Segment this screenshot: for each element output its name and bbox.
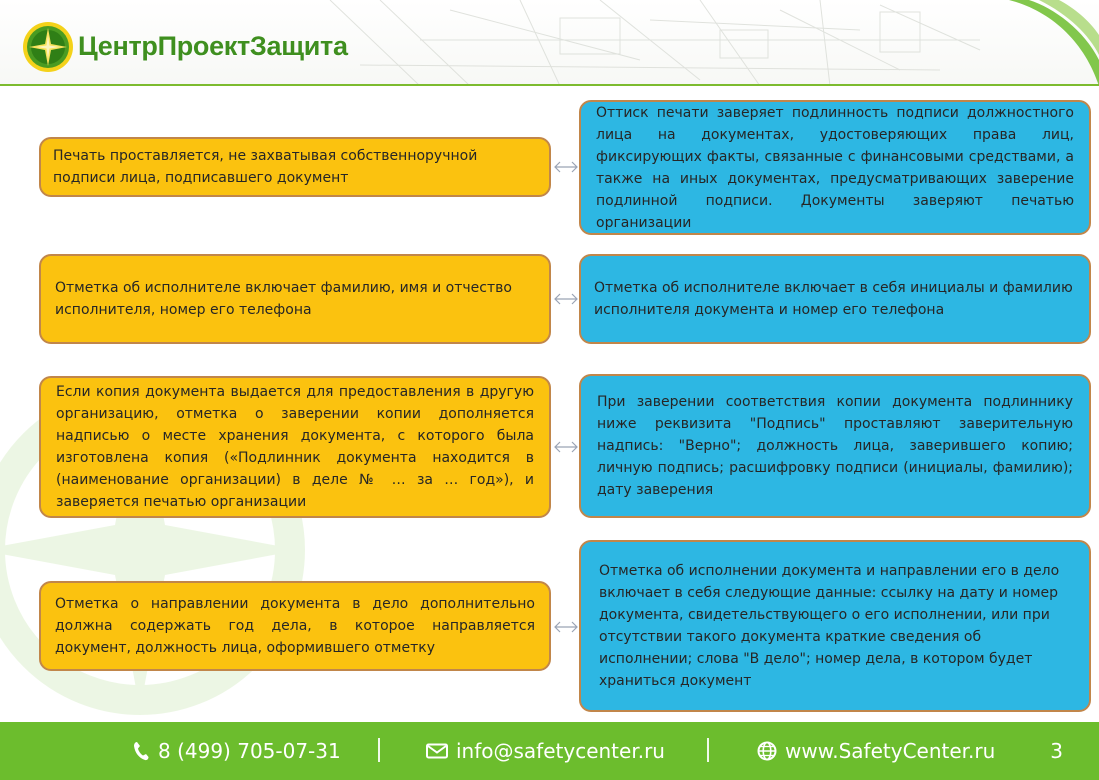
footer-separator — [378, 738, 380, 762]
header — [0, 0, 1099, 86]
rule-box-right-3 — [579, 374, 1091, 518]
rule-text-left-2: Отметка об исполнителе включает фамилию, имя и отчество исполнителя, номер его телефона — [55, 280, 512, 318]
footer-website[interactable] — [757, 736, 995, 766]
double-arrow-icon — [552, 292, 580, 306]
website-url: www.SafetyCenter.ru — [785, 739, 996, 763]
rule-box-right-1 — [579, 100, 1091, 235]
rule-box-left-4 — [39, 581, 551, 671]
rule-text-left-1: Печать проставляется, не захватывая собственноручной подписи лица, подписавшего документ — [53, 148, 478, 186]
company-logo-emblem — [22, 21, 74, 73]
rule-box-left-2 — [39, 254, 551, 344]
rule-box-left-1 — [39, 137, 551, 197]
footer-email[interactable] — [426, 736, 665, 766]
rule-box-right-2 — [579, 254, 1091, 344]
page-number: 3 — [1050, 739, 1063, 763]
double-arrow-icon — [552, 160, 580, 174]
footer-phone[interactable] — [132, 736, 341, 766]
footer-separator — [707, 738, 709, 762]
company-logo-text: ЦентрПроектЗащита — [78, 31, 348, 61]
phone-icon — [132, 740, 150, 762]
rule-text-left-3: Если копия документа выдается для предоставления в другую организацию, отметка о заверении копии дополняется надписью о месте хранения документа, с которого была изготовлена копия («Подлинник документа находится в (наименование организации) в деле № … за … год»), и заверяется печатью организации — [56, 384, 534, 510]
rule-box-left-3 — [39, 376, 551, 518]
rule-box-right-4 — [579, 540, 1091, 712]
phone-number: 8 (499) 705-07-31 — [158, 739, 341, 763]
rule-text-left-4: Отметка о направлении документа в дело дополнительно должна содержать год дела, в которое направляется документ, должность лица, оформившего отметку — [55, 596, 535, 656]
rule-text-right-2: Отметка об исполнителе включает в себя инициалы и фамилию исполнителя документа и номер его телефона — [594, 280, 1073, 318]
rule-text-right-3: При заверении соответствия копии документа подлиннику ниже реквизита "Подпись" проставляют заверительную надпись: "Верно"; должность лица, заверившего копию; личную подпись; расшифровку подписи (инициалы, фамилию); дату заверения — [597, 394, 1073, 498]
globe-icon — [757, 741, 777, 761]
double-arrow-icon — [552, 620, 580, 634]
envelope-icon — [426, 743, 448, 759]
decorative-swoosh — [989, 0, 1099, 86]
header-divider — [0, 84, 1099, 86]
email-address: info@safetycenter.ru — [456, 739, 665, 763]
rule-text-right-1: Оттиск печати заверяет подлинность подписи должностного лица на документах, удостоверяющих права лиц, фиксирующих факты, связанные с финансовыми средствами, а также на иных документах, предусматривающих заверение подлинной подписи. Документы заверяют печатью организации — [596, 104, 1074, 231]
footer-bar — [0, 722, 1099, 780]
double-arrow-icon — [552, 440, 580, 454]
rule-text-right-4: Отметка об исполнении документа и направлении его в дело включает в себя следующие данные: ссылку на дату и номер документа, свидетельствующего о его исполнении, или при отсутствии такого документа краткие сведения об исполнении; слова "В дело"; номер дела, в котором будет храниться документ — [599, 563, 1060, 689]
